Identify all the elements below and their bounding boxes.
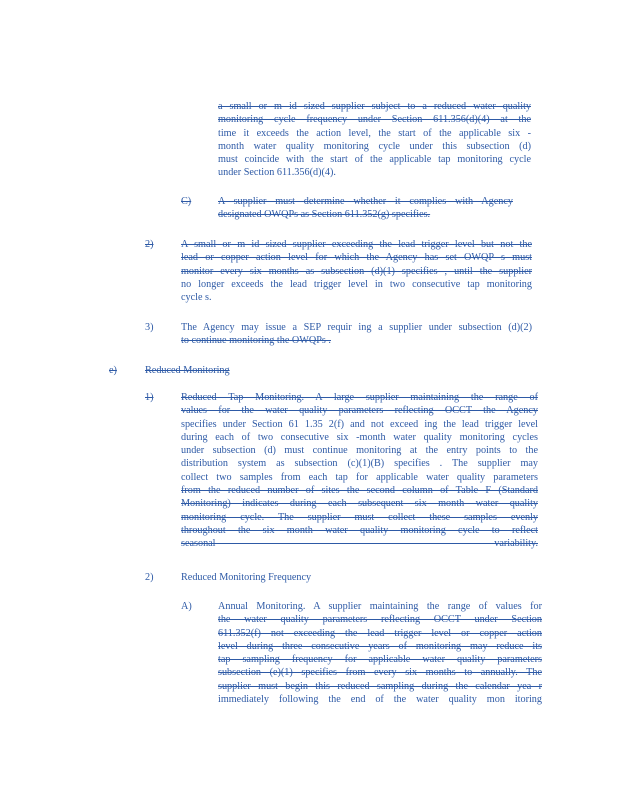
text-line: level during three consecutive years of monitoring may reduce its bbox=[218, 640, 542, 652]
text-line: lead or copper action level for which the Agency has set OWQP s must bbox=[181, 252, 532, 264]
continuation-paragraph bbox=[218, 100, 531, 180]
text-line: tap sampling frequency for applicable water quality parameters bbox=[218, 654, 542, 666]
text-line: immediately following the end of the water quality mon itoring bbox=[218, 694, 542, 706]
section-heading: Reduced Monitoring bbox=[145, 365, 230, 376]
text-line: supplier must begin this reduced sampling during the calendar yea r bbox=[218, 680, 542, 692]
text-line: a small or m id sized supplier subject to a reduced water quality bbox=[218, 101, 531, 112]
text-line: cycle s. bbox=[181, 292, 212, 304]
item-label: 2) bbox=[145, 572, 154, 583]
text-line: must coincide with the start of the applicable tap monitoring cycle bbox=[218, 154, 531, 166]
text-line: collect two samples from each tap for applicable water quality parameters bbox=[181, 471, 538, 483]
item-3-paragraph bbox=[181, 321, 532, 348]
text-line: time it exceeds the action level, the start of the applicable six - bbox=[218, 127, 531, 139]
item-label: 3) bbox=[145, 322, 154, 333]
item-2-paragraph bbox=[181, 238, 532, 304]
item-1-paragraph bbox=[181, 391, 538, 564]
text-line: 611.352(f) not exceeding the lead trigger level or copper action bbox=[218, 627, 542, 639]
section-label: e) bbox=[109, 365, 117, 376]
text-line: under Section 611.356(d)(4). bbox=[218, 167, 336, 179]
text-line: The Agency may issue a SEP requir ing a supplier under subsection (d)(2) bbox=[181, 322, 532, 333]
text-line: monitoring cycle. The supplier must collect these samples evenly bbox=[181, 511, 538, 523]
item-label: 2) bbox=[145, 239, 154, 250]
text-line: specifies under Section 61 1.35 2(f) and not exceed ing the lead trigger level bbox=[181, 418, 538, 430]
text-line: subsection (e)(1) specifies from every six months to annually. The bbox=[218, 667, 542, 679]
item-label: A) bbox=[181, 601, 192, 612]
text-line: monitor every six months as subsection (d)(1) specifies , until the supplier bbox=[181, 265, 532, 277]
text-line bbox=[181, 551, 538, 564]
text-line: Reduced Tap Monitoring. A large supplier maintaining the range of bbox=[181, 392, 538, 403]
text-line: the water quality parameters reflecting OCCT under Section bbox=[218, 614, 542, 626]
text-line: seasonal variability. bbox=[181, 538, 538, 550]
text-line: Annual Monitoring. A supplier maintaining the range of values for bbox=[218, 601, 542, 612]
item-label: C) bbox=[181, 196, 192, 207]
text-line: throughout the six month water quality monitoring cycle to reflect bbox=[181, 524, 538, 536]
text-line: values for the water quality parameters reflecting OCCT the Agency bbox=[181, 405, 538, 417]
item-label: 1) bbox=[145, 392, 154, 403]
text-line: designated OWQPs as Section 611.352(g) specifies. bbox=[218, 209, 431, 221]
text-line: no longer exceeds the lead trigger level in two consecutive tap monitoring bbox=[181, 278, 532, 290]
text-line: from the reduced number of sites the second column of Table F (Standard bbox=[181, 485, 538, 497]
text-line: month water quality monitoring cycle under this subsection (d) bbox=[218, 140, 531, 152]
text-line: A supplier must determine whether it complies with Agency bbox=[218, 196, 513, 207]
text-line: under subsection (d) must continue monitoring at the entry points to the bbox=[181, 445, 538, 457]
item-c-paragraph bbox=[218, 195, 513, 222]
text-line: during each of two consecutive six -month water quality monitoring cycles bbox=[181, 431, 538, 443]
text-line: A small or m id sized supplier exceeding the lead trigger level but not the bbox=[181, 239, 532, 250]
text-line: to continue monitoring the OWQPs . bbox=[181, 335, 331, 347]
text-line: distribution system as subsection (c)(1)(B) specifies . The supplier may bbox=[181, 458, 538, 470]
text-line: monitoring cycle frequency under Section 611.356(d)(4) at the bbox=[218, 114, 531, 126]
subsection-heading: Reduced Monitoring Frequency bbox=[181, 572, 312, 583]
item-a-paragraph bbox=[218, 600, 542, 706]
text-line: Monitoring) indicates during each subsequent six month water quality bbox=[181, 498, 538, 510]
